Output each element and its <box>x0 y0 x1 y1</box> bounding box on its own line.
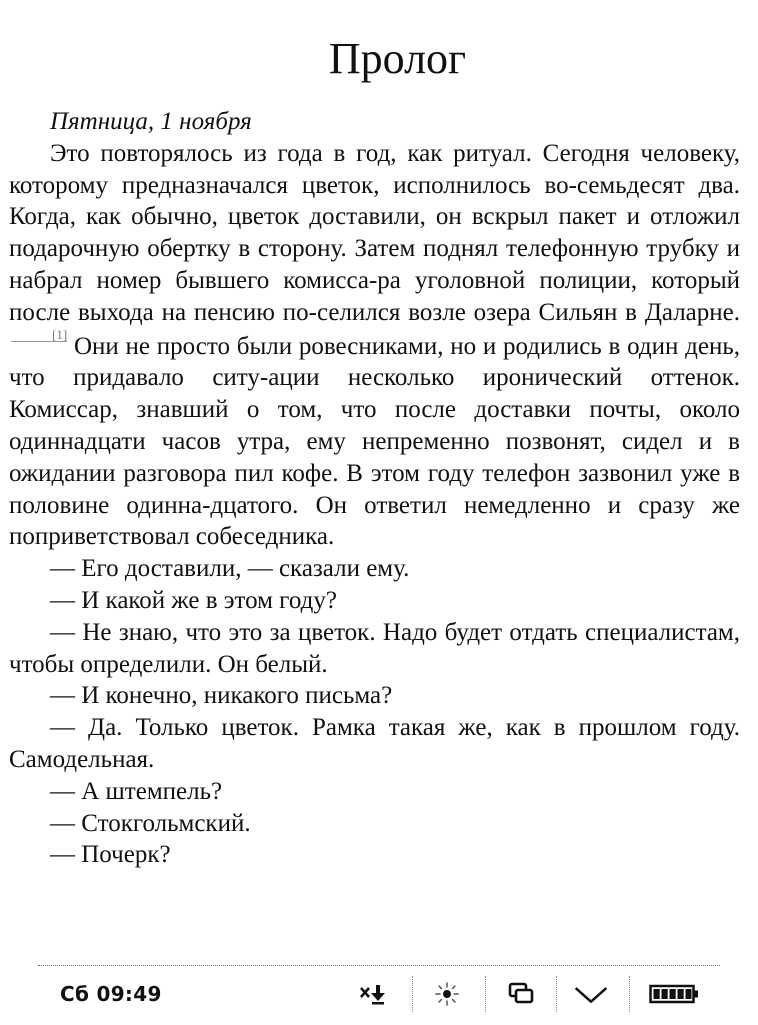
dialogue-line: — И конечно, никакого письма? <box>50 682 393 710</box>
paragraph-text: Это повторялось из года в год, как ритуал. Сегодня человеку, которому предназначался цветок, исполнилось во-семьдесят два. Когда, как обычно, цветок доставили, он вскрыл пакет и отложил подарочную обертку в сторону. Затем поднял телефонную трубку и набрал номер бывшего комисса-ра уголовной полиции, который после выхода на пенсию по-селился возле озера Сильян в Даларне. <box>9 139 740 326</box>
wifi-off-download-icon[interactable] <box>357 980 391 1008</box>
dialogue-line: — А штемпель? <box>50 777 223 805</box>
status-separator <box>412 976 414 1012</box>
status-separator <box>556 976 558 1012</box>
clock[interactable]: Сб 09:49 <box>60 982 162 1006</box>
chapter-date: Пятница, 1 ноября <box>50 108 252 135</box>
paragraph <box>9 138 740 553</box>
footnote-link[interactable]: [1] <box>11 327 67 342</box>
paragraph-text: Они не просто были ровесниками, но и родились в один день, что придавало ситу-ации несколько иронический оттенок. Комиссар, знавший о том, что после доставки почты, около одиннадцати часов утра, ему непременно позвонят, сидел и в ожидании разговора пил кофе. В этом году телефон зазвонил уже в половине одинна-дцатого. Он ответил немедленно и сразу же поприветствовал собеседника. <box>9 332 740 551</box>
status-bar <box>38 965 720 1025</box>
status-separator <box>629 976 631 1012</box>
status-separator <box>485 976 487 1012</box>
dialogue-line: — Почерк? <box>50 841 171 869</box>
dialogue-line: — Да. Только цветок. Рамка такая же, как в прошлом году. Самодельная. <box>9 714 740 773</box>
hide-panel-icon[interactable] <box>574 980 608 1008</box>
dialogue-line: — И какой же в этом году? <box>50 586 337 614</box>
brightness-icon[interactable] <box>430 980 464 1008</box>
dialogue-line: — Не знаю, что это за цветок. Надо будет отдать специалистам, чтобы определили. Он белый. <box>9 618 740 678</box>
dialogue-line: — Стокгольмский. <box>50 809 251 837</box>
dialogue-line: — Его доставили, — сказали ему. <box>50 555 410 583</box>
reader-page[interactable] <box>9 0 740 871</box>
task-switch-icon[interactable] <box>504 980 538 1008</box>
chapter-text <box>9 106 740 871</box>
battery-icon[interactable] <box>649 980 699 1008</box>
chapter-title: Пролог <box>328 34 467 83</box>
